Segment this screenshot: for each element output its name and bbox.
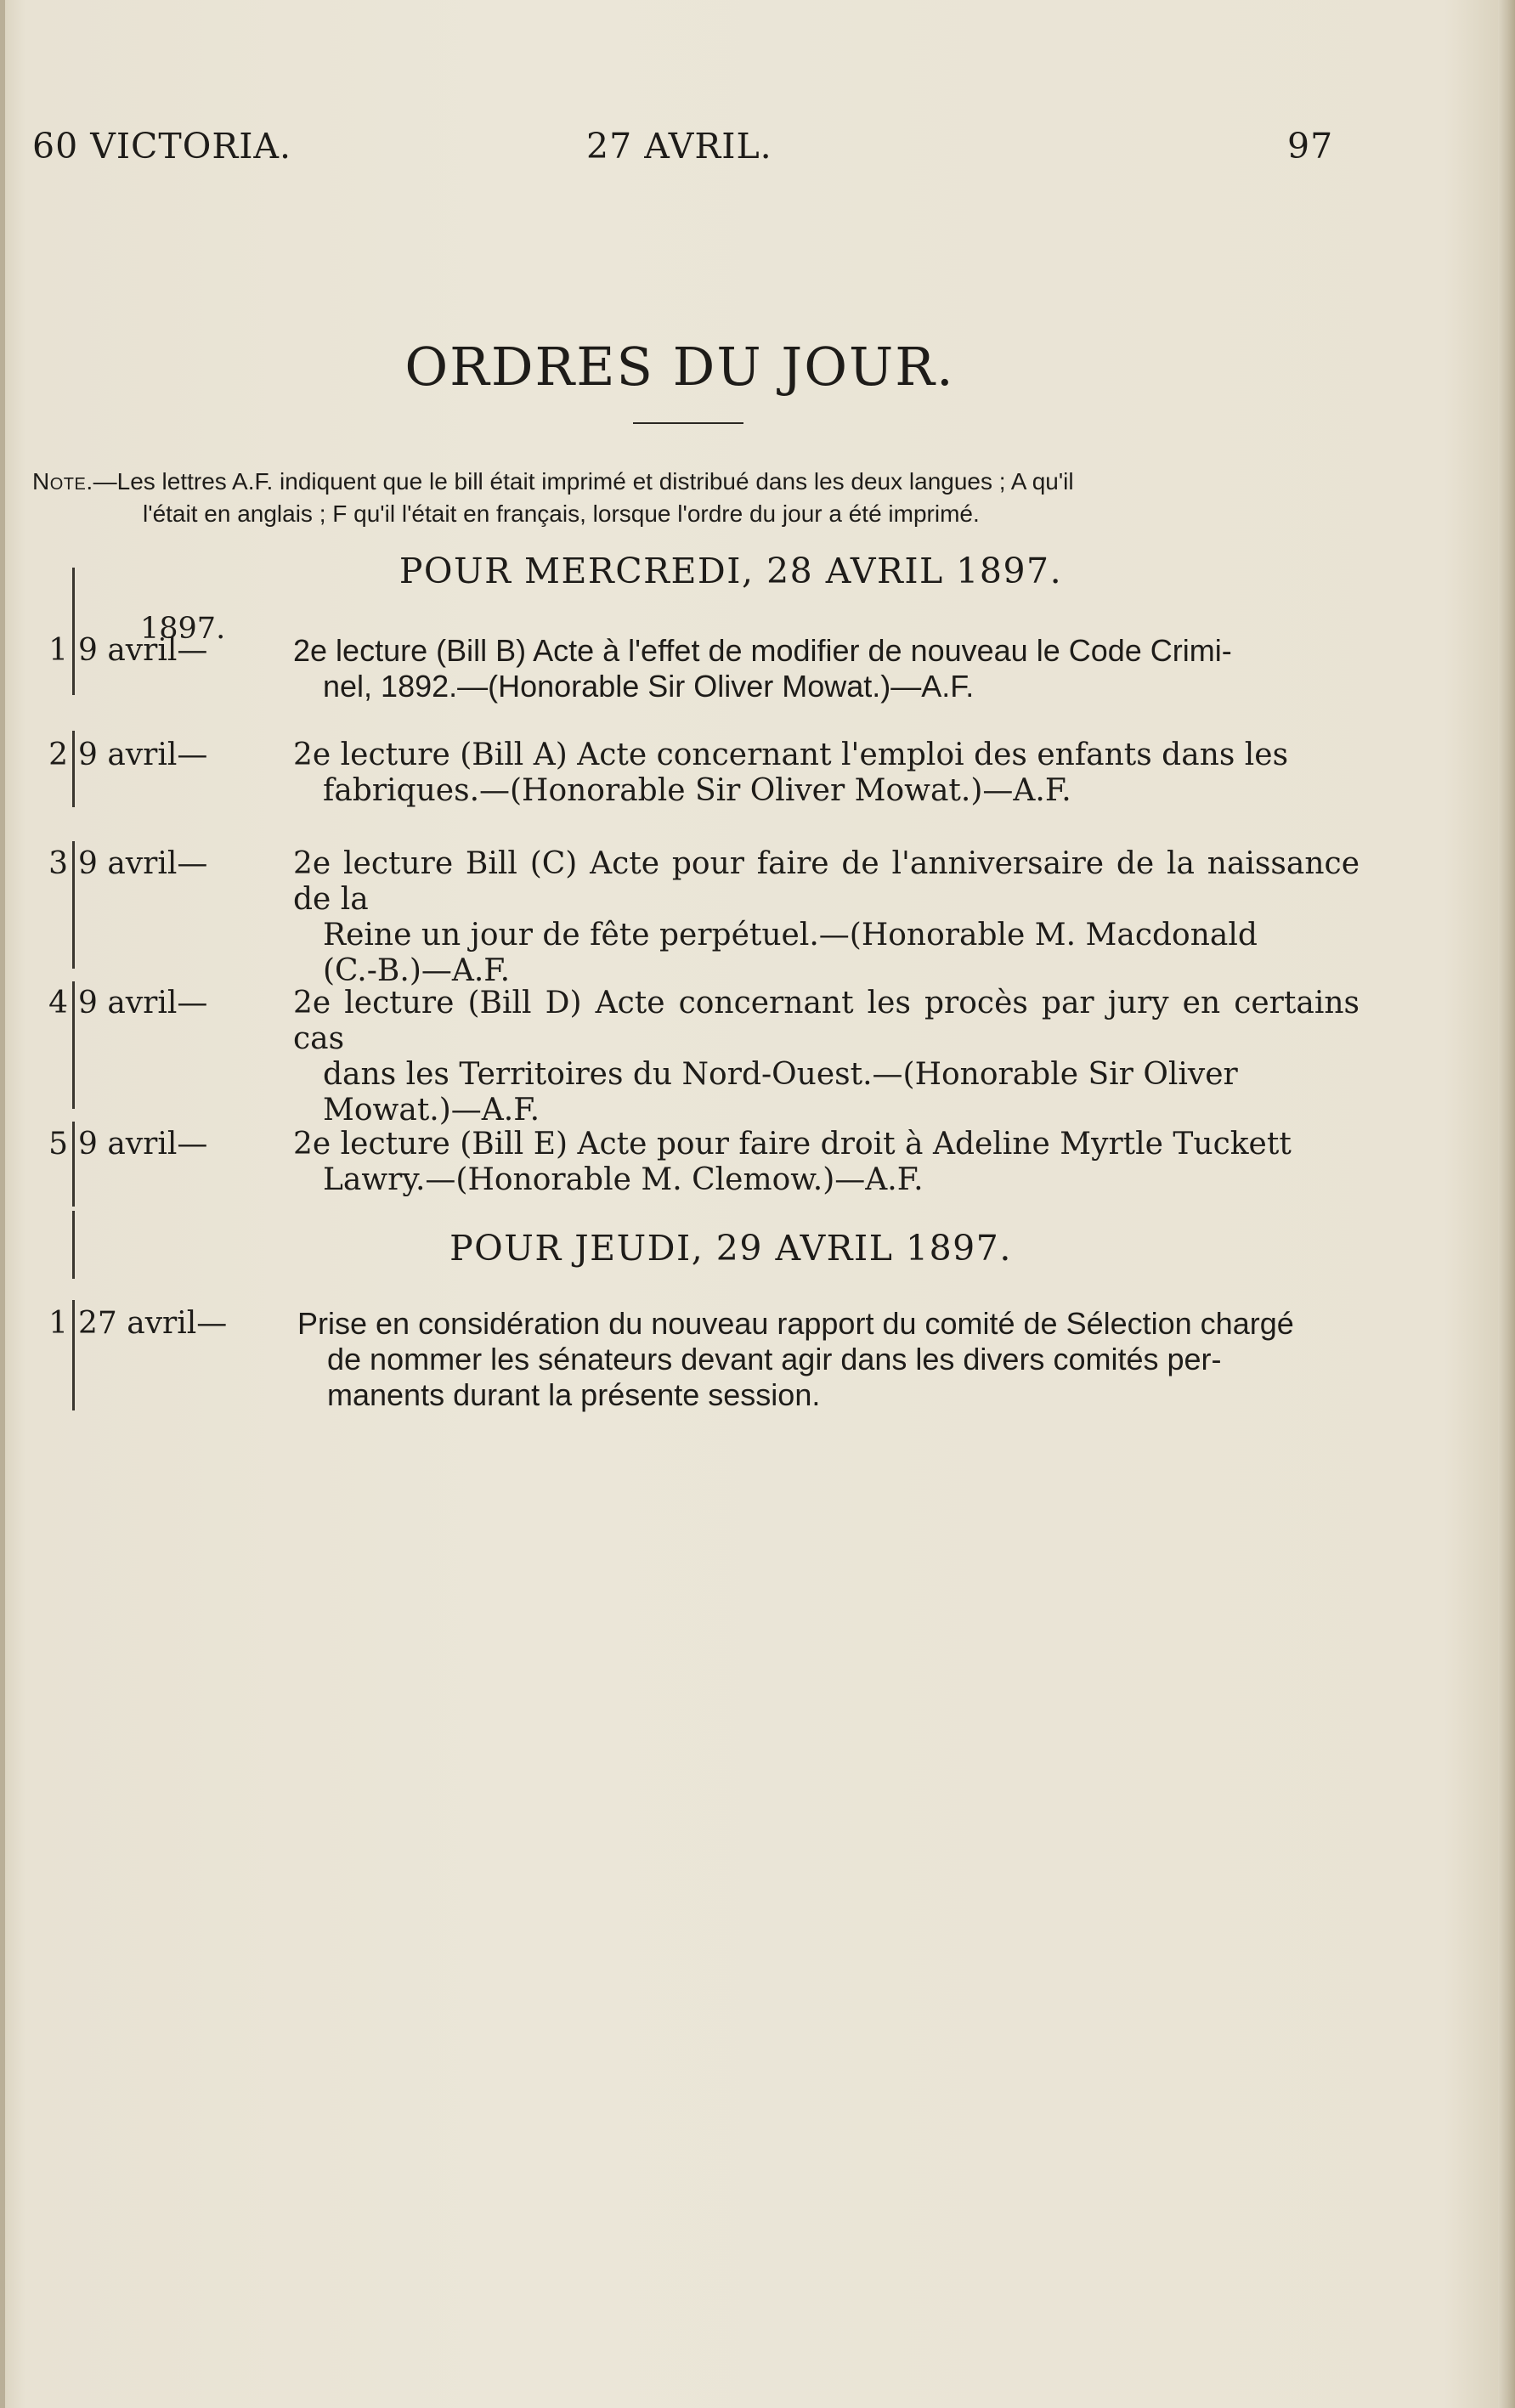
item-line: (C.-B.)—A.F. <box>323 953 511 988</box>
section-heading-wednesday: POUR MERCREDI, 28 AVRIL 1897. <box>399 551 1063 591</box>
item-line: 2e lecture (Bill A) Acte concernant l'emploi des enfants dans les <box>293 738 1289 772</box>
item-date: 9 avril— <box>78 738 208 772</box>
item-number: 1 <box>48 1306 68 1341</box>
item-line: Reine un jour de fête perpétuel.—(Honorable M. Macdonald <box>323 918 1258 952</box>
item-line: 2e lecture (Bill E) Acte pour faire droit à Adeline Myrtle Tuckett <box>293 1127 1292 1162</box>
page-title: ORDRES DU JOUR. <box>404 336 955 398</box>
item-line: de nommer les sénateurs devant agir dans les divers comités per- <box>327 1342 1222 1376</box>
item-date: 9 avril— <box>78 633 208 668</box>
margin-rule <box>72 1300 75 1410</box>
item-line: Lawry.—(Honorable M. Clemow.)—A.F. <box>323 1162 924 1197</box>
running-head-date: 27 AVRIL. <box>586 126 772 167</box>
item-number: 5 <box>48 1127 68 1162</box>
note-line-2: l'était en anglais ; F qu'il l'était en français, lorsque l'ordre du jour a été imprimé. <box>143 500 980 527</box>
item-number: 1 <box>48 633 68 668</box>
item-line: Mowat.)—A.F. <box>323 1093 540 1128</box>
item-date: 9 avril— <box>78 1127 208 1162</box>
section-heading-thursday: POUR JEUDI, 29 AVRIL 1897. <box>449 1228 1012 1269</box>
running-head <box>0 126 1360 168</box>
item-date: 9 avril— <box>78 846 208 881</box>
note-line-1: —Les lettres A.F. indiquent que le bill était imprimé et distribué dans les deux langues ; A qu'il <box>93 468 1074 495</box>
item-number: 3 <box>48 846 68 881</box>
item-line: 2e lecture (Bill D) Acte concernant les procès par jury en certains cas <box>293 986 1360 1056</box>
title-rule <box>633 422 743 424</box>
item-date: 27 avril— <box>78 1306 228 1341</box>
running-head-session: 60 VICTORIA. <box>32 126 292 167</box>
margin-rule <box>72 1122 75 1207</box>
item-line: 2e lecture (Bill B) Acte à l'effet de modifier de nouveau le Code Crimi- <box>293 633 1232 668</box>
item-line: dans les Territoires du Nord-Ouest.—(Honorable Sir Oliver <box>323 1057 1238 1092</box>
item-line: manents durant la présente session. <box>327 1377 821 1412</box>
item-line: nel, 1892.—(Honorable Sir Oliver Mowat.)—A.F. <box>323 669 975 704</box>
item-line: 2e lecture Bill (C) Acte pour faire de l'anniversaire de la naissance de la <box>293 846 1360 917</box>
item-line: Prise en considération du nouveau rapport du comité de Sélection chargé <box>297 1306 1294 1341</box>
item-date: 9 avril— <box>78 986 208 1020</box>
page-right-edge <box>1498 0 1515 2408</box>
page-number: 97 <box>1287 126 1334 167</box>
note-label: Note. <box>32 468 93 495</box>
margin-rule <box>72 981 75 1109</box>
margin-rule <box>72 731 75 807</box>
item-line: fabriques.—(Honorable Sir Oliver Mowat.)—A.F. <box>323 773 1071 808</box>
note <box>32 466 1324 530</box>
year-label: 1897. <box>140 612 226 646</box>
item-number: 4 <box>48 986 68 1020</box>
margin-rule <box>72 841 75 969</box>
item-number: 2 <box>48 738 68 772</box>
